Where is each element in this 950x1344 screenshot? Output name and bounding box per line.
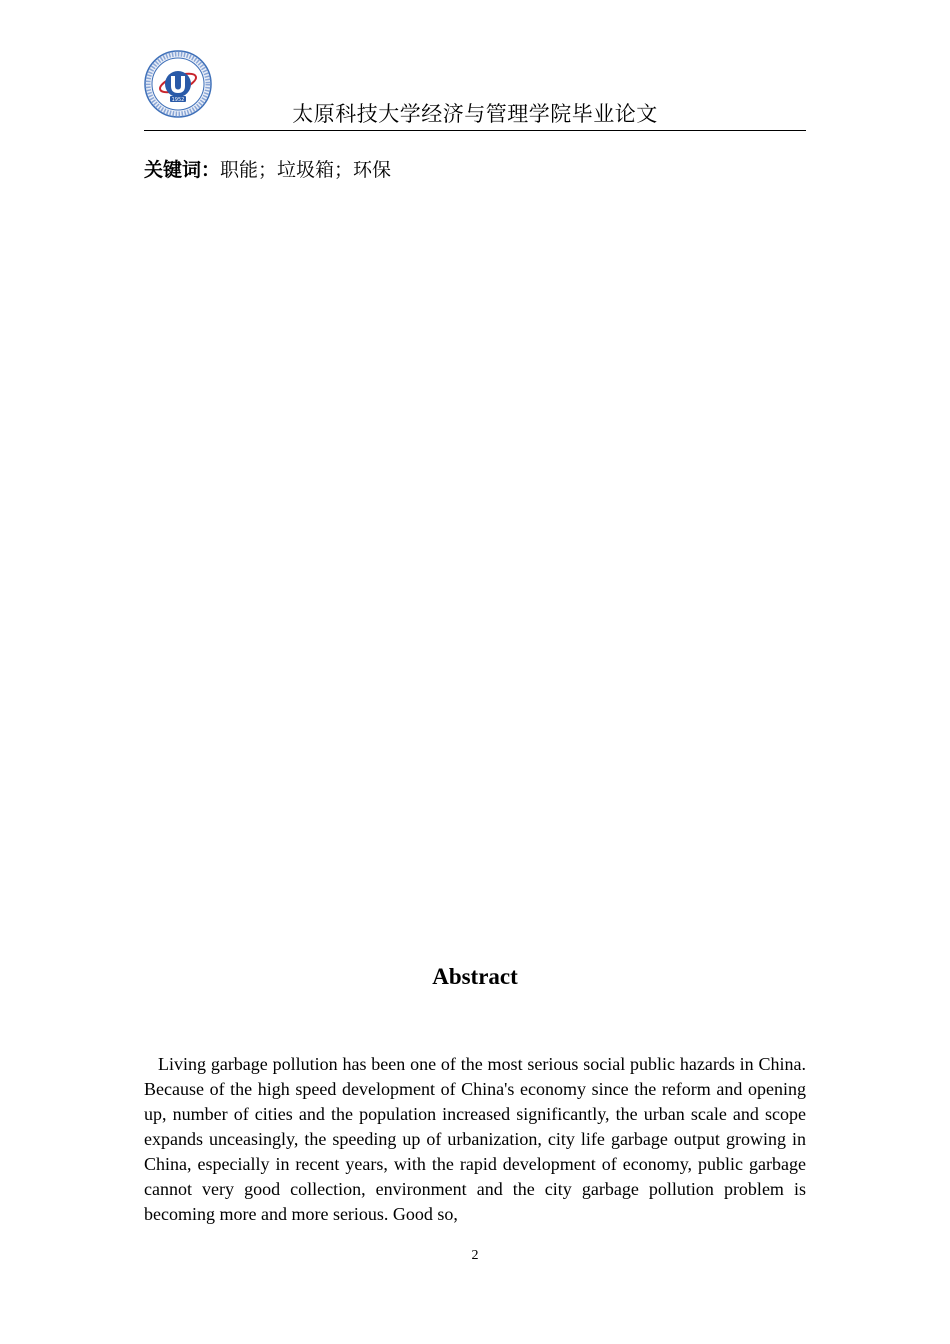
keywords-line — [144, 155, 391, 182]
abstract-body: Living garbage pollution has been one of the most serious social public hazards in China. Because of the high speed development of China's economy since the reform and opening up, number of cities and the population increased significantly, the urban scale and scope expands unceasingly, the speeding up of urbanization, city life garbage output growing in China, especially in recent years, with the rapid development of economy, public garbage cannot very good collection, environment and the city garbage pollution problem is becoming more and more serious. Good so, — [144, 1054, 806, 1224]
header-title: 太原科技大学经济与管理学院毕业论文 — [292, 102, 658, 126]
page-number: 2 — [471, 1248, 479, 1263]
keywords-value: 职能；垃圾箱；环保 — [220, 159, 392, 181]
page-header — [144, 46, 806, 131]
abstract-heading: Abstract — [432, 964, 518, 989]
keywords-label: 关键词： — [144, 159, 221, 181]
svg-text:1952: 1952 — [171, 97, 185, 103]
